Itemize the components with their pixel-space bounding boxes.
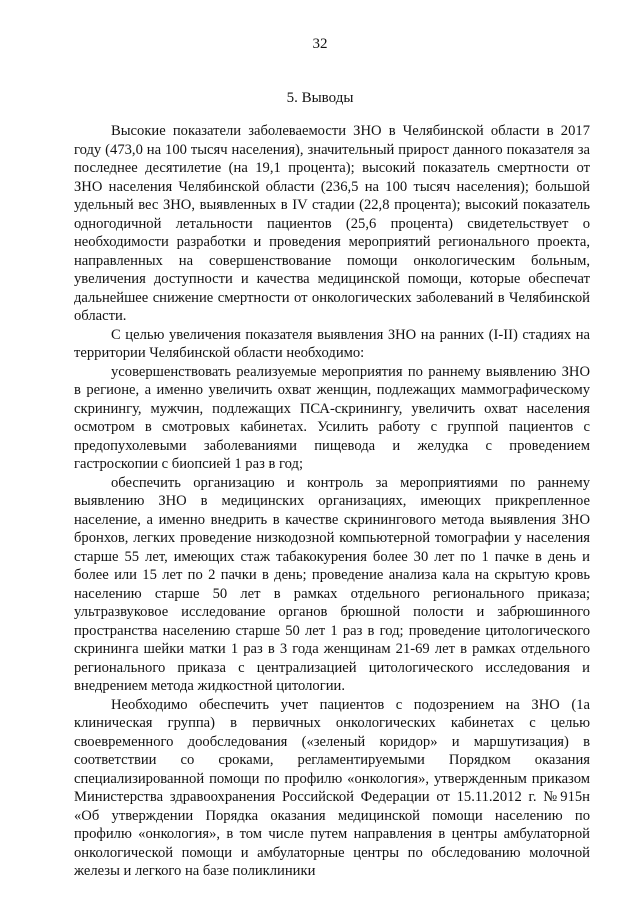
paragraph: С целью увеличения показателя выявления ЗНО на ранних (I-II) стадиях на территории Челябинской области необходимо: — [74, 326, 590, 361]
page-number: 32 — [312, 36, 328, 52]
section-title: 5. Выводы — [286, 90, 354, 106]
paragraph: усовершенствовать реализуемые мероприятия по раннему выявлению ЗНО в регионе, а именно увеличить охват женщин, подлежащих маммографическому скринингу, мужчин, подлежащих ПСА-скринингу, увеличить охват населения осмотром в смотровых кабинетах. Усилить работу с группой пациентов с предопухолевыми заболеваниями пищевода и желудка с проведением гастроскопии с биопсией 1 раз в год; — [74, 363, 590, 472]
paragraph: Необходимо обеспечить учет пациентов с подозрением на ЗНО (1а клиническая группа) в первичных онкологических кабинетах с целью своевременного дообследования («зеленый коридор» и маршутизация) в соответствии со сроками, регламентируемыми Порядком оказания специализированной помощи по профилю «онкология», утвержденным приказом Министерства здравоохранения Российской Федерации от 15.11.2012 г. №915н «Об утверждении Порядка оказания медицинской помощи населению по профилю «онкология», в том числе путем направления в центры амбулаторной онкологической помощи и амбулаторные центры по обследованию молочной железы и легкого на базе поликлиники — [74, 696, 590, 879]
body-text — [74, 122, 590, 881]
paragraph: Высокие показатели заболеваемости ЗНО в Челябинской области в 2017 году (473,0 на 100 тысяч населения), значительный прирост данного показателя за последнее десятилетие (на 19,1 процента); высокий показатель смертности от ЗНО населения Челябинской области (236,5 на 100 тысяч населения); большой удельный вес ЗНО, выявленных в IV стадии (22,8 процента); высокий показатель одногодичной летальности пациентов (25,6 процента) свидетельствует о необходимости разработки и проведения мероприятий регионального проекта, направленных на совершенствование помощи онкологическим больным, увеличения доступности и качества медицинской помощи, которые обеспечат дальнейшее снижение смертности от онкологических заболеваний в Челябинской области. — [74, 123, 590, 324]
paragraph: обеспечить организацию и контроль за мероприятиями по раннему выявлению ЗНО в медицинских организациях, имеющих прикрепленное население, а именно внедрить в качестве скринингового метода выявления ЗНО бронхов, легких проведение низкодозной компьютерной томографии у населения старше 55 лет, имеющих стаж табакокурения более 30 лет по 1 пачке в день и более или 15 лет по 2 пачки в день; проведение анализа кала на скрытую кровь населению старше 50 лет в рамках отдельного регионального приказа; ультразвуковое исследование органов брюшной полости и забрюшинного пространства населению старше 50 лет 1 раз в год; проведение цитологического скрининга шейки матки 1 раз в 3 года женщинам 21-69 лет в рамках отдельного регионального приказа с централизацией цитологического исследования и внедрением метода жидкостной цитологии. — [74, 474, 590, 694]
